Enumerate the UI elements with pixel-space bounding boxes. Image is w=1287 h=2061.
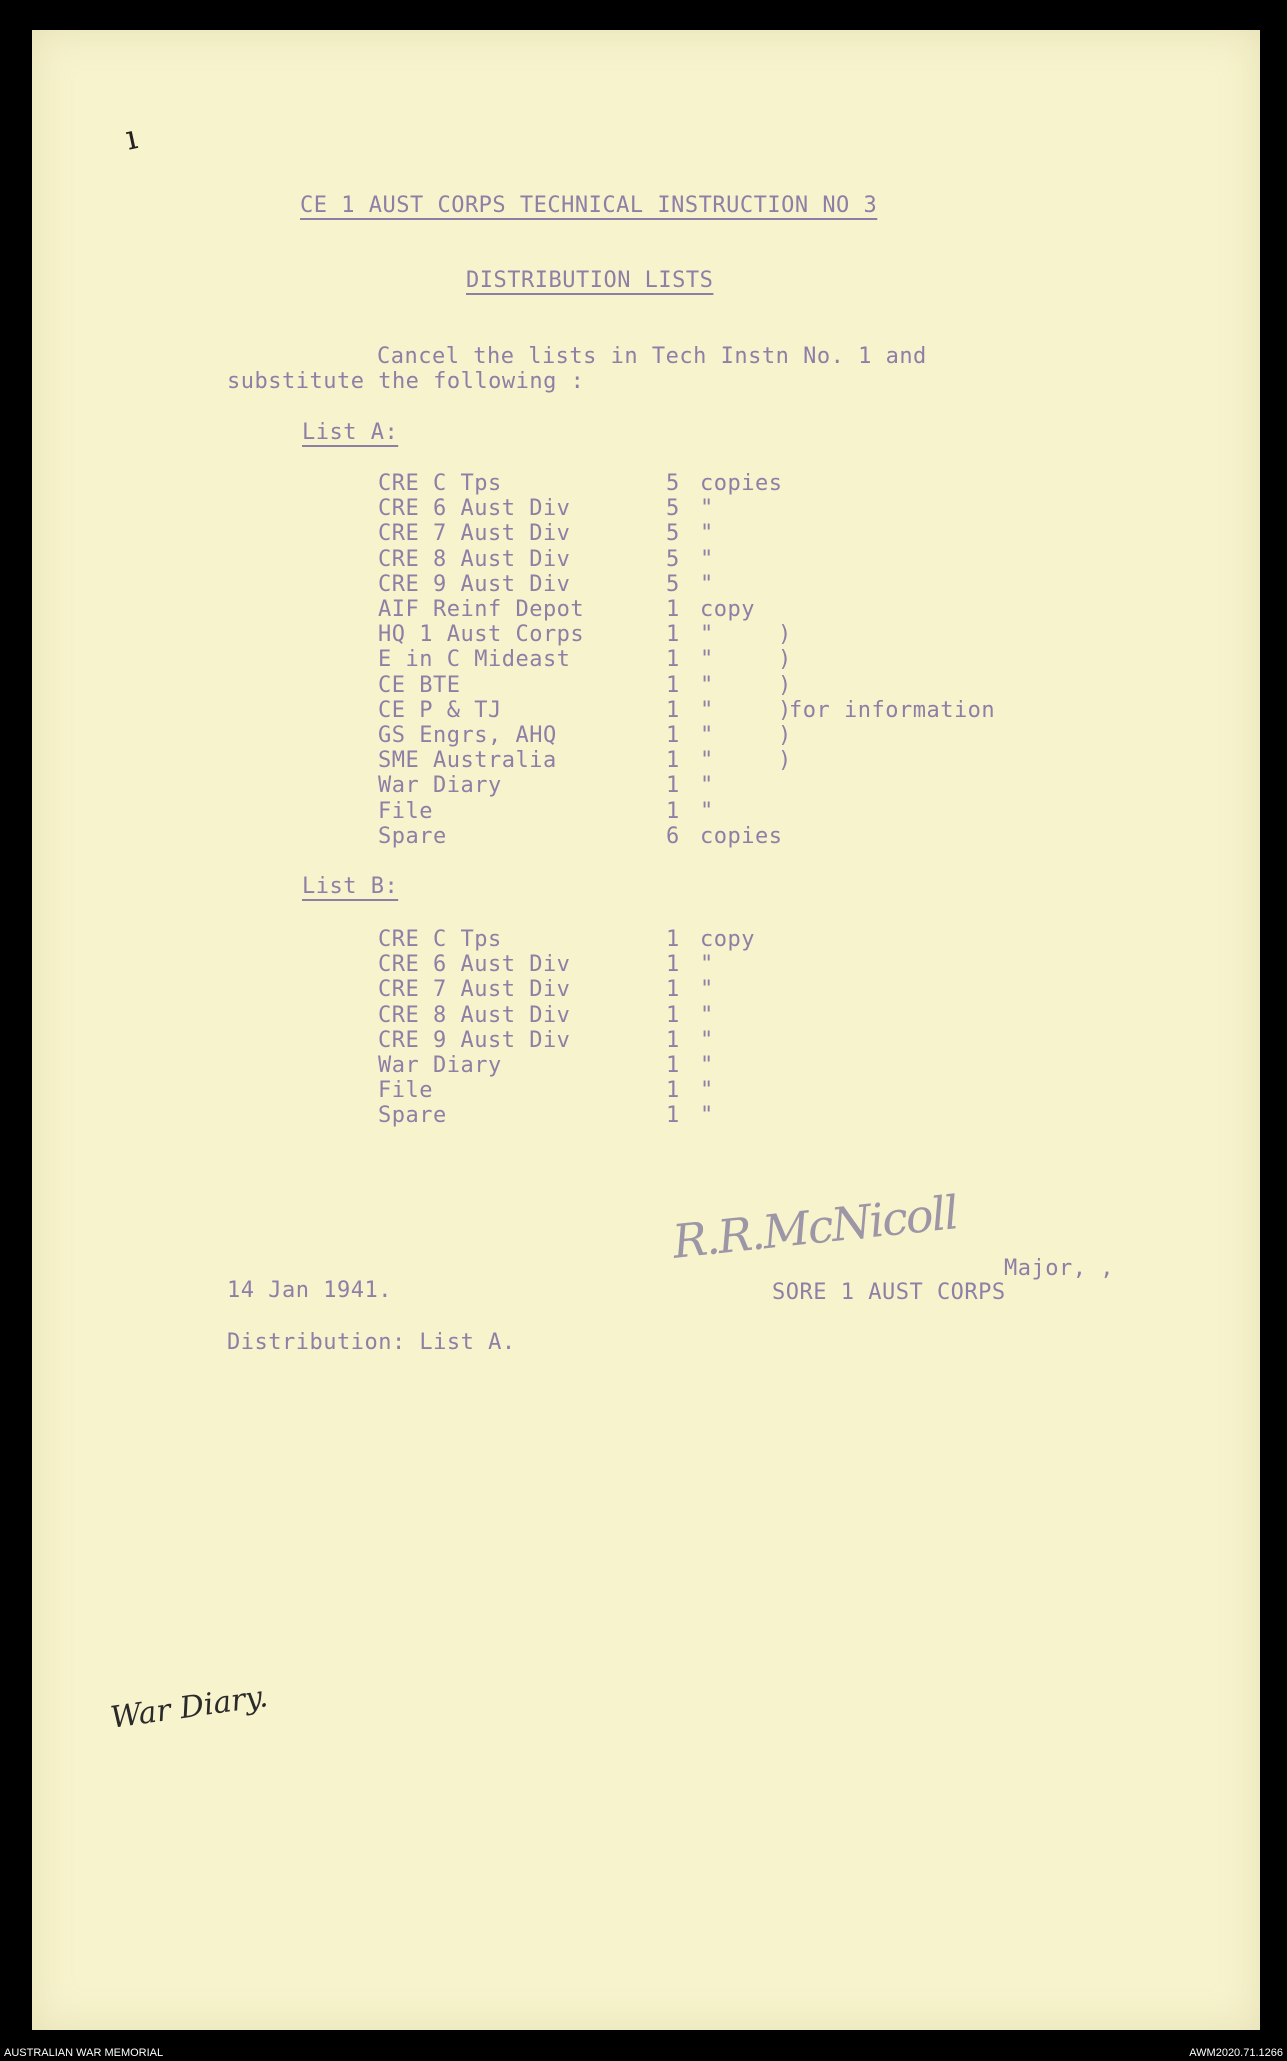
rank: Major, ,	[1004, 1256, 1114, 1281]
intro-line-2: substitute the following :	[227, 369, 585, 394]
list-a-unit: "	[700, 773, 714, 799]
list-a-unit: "	[700, 546, 714, 572]
list-b-unit: "	[700, 1078, 714, 1104]
list-a-unit: "	[700, 748, 714, 774]
list-a-qty: 1	[666, 622, 680, 648]
list-b-qty: 1	[666, 1053, 680, 1078]
document-subtitle: DISTRIBUTION LISTS	[466, 268, 714, 293]
signature: R.R.McNicoll	[669, 1185, 960, 1269]
handwritten-note: War Diary.	[108, 1679, 271, 1736]
list-a-name: CRE 6 Aust Div	[378, 496, 571, 522]
list-a-unit: "	[700, 622, 714, 648]
list-a-name: E in C Mideast	[378, 647, 571, 673]
list-a-unit: copy	[700, 597, 755, 622]
list-a-name: CE P & TJ	[378, 697, 502, 723]
brace-mark: )	[778, 672, 792, 698]
list-b-heading: List B:	[302, 874, 399, 899]
list-a-heading: List A:	[302, 420, 399, 445]
brace-mark: )	[778, 647, 792, 673]
list-a-name: AIF Reinf Depot	[378, 597, 585, 622]
list-b-unit: "	[700, 1103, 714, 1129]
list-a-name: CRE C Tps	[378, 471, 502, 496]
list-b-name: War Diary	[378, 1053, 502, 1078]
list-b-qty: 1	[666, 977, 680, 1003]
footer-accession: AWM2020.71.1266	[1189, 2047, 1283, 2059]
list-a-unit: copies	[700, 823, 783, 849]
footer-institution: AUSTRALIAN WAR MEMORIAL	[4, 2047, 164, 2059]
list-a-unit: "	[700, 496, 714, 522]
document-title: CE 1 AUST CORPS TECHNICAL INSTRUCTION NO 3	[300, 193, 878, 218]
list-a-unit: "	[700, 798, 714, 824]
list-b-qty: 1	[666, 952, 680, 978]
list-a-name: Spare	[378, 823, 447, 849]
list-b-name: CRE 9 Aust Div	[378, 1027, 571, 1053]
list-b-name: File	[378, 1078, 433, 1104]
list-b-qty: 1	[666, 1027, 680, 1053]
list-a-unit: "	[700, 672, 714, 698]
list-a-qty: 5	[666, 496, 680, 522]
list-a-name: GS Engrs, AHQ	[378, 723, 557, 748]
list-a-qty: 1	[666, 597, 680, 622]
list-a-qty: 1	[666, 647, 680, 673]
list-a-unit: "	[700, 647, 714, 673]
list-a-unit: copies	[700, 471, 783, 496]
list-b-name: CRE 7 Aust Div	[378, 977, 571, 1003]
list-a-qty: 1	[666, 697, 680, 723]
list-b-unit: copy	[700, 927, 755, 952]
date: 14 Jan 1941.	[227, 1278, 392, 1303]
list-a-brace-note: for information	[789, 698, 996, 723]
list-b-unit: "	[700, 1053, 714, 1078]
list-a-qty: 1	[666, 798, 680, 824]
list-a-qty: 5	[666, 546, 680, 572]
list-a-unit: "	[700, 723, 714, 748]
list-b-unit: "	[700, 977, 714, 1003]
list-b-qty: 1	[666, 1078, 680, 1104]
intro-line-1: Cancel the lists in Tech Instn No. 1 and	[377, 344, 927, 369]
list-b-unit: "	[700, 1027, 714, 1053]
list-a-name: File	[378, 798, 433, 824]
brace-mark: )	[778, 697, 792, 723]
pencil-mark: ı	[121, 117, 141, 159]
document-page	[32, 30, 1260, 2030]
list-a-name: CE BTE	[378, 672, 461, 698]
brace-mark: )	[778, 748, 792, 774]
list-a-name: CRE 9 Aust Div	[378, 571, 571, 597]
list-a-name: SME Australia	[378, 748, 557, 774]
list-a-qty: 6	[666, 823, 680, 849]
list-a-unit: "	[700, 571, 714, 597]
distribution-line: Distribution: List A.	[227, 1330, 516, 1355]
list-b-qty: 1	[666, 927, 680, 952]
list-b-unit: "	[700, 952, 714, 978]
list-b-qty: 1	[666, 1103, 680, 1129]
list-a-name: War Diary	[378, 773, 502, 799]
list-a-qty: 1	[666, 672, 680, 698]
list-a-qty: 5	[666, 521, 680, 547]
list-b-unit: "	[700, 1002, 714, 1028]
list-b-name: CRE C Tps	[378, 927, 502, 952]
appointment: SORE 1 AUST CORPS	[772, 1280, 1006, 1305]
list-a-unit: "	[700, 697, 714, 723]
list-a-unit: "	[700, 521, 714, 547]
list-a-qty: 1	[666, 773, 680, 799]
list-a-name: CRE 7 Aust Div	[378, 521, 571, 547]
brace-mark: )	[778, 622, 792, 648]
list-a-qty: 1	[666, 748, 680, 774]
list-b-name: CRE 8 Aust Div	[378, 1002, 571, 1028]
brace-mark: )	[778, 723, 792, 748]
list-a-qty: 5	[666, 571, 680, 597]
list-b-qty: 1	[666, 1002, 680, 1028]
list-b-name: Spare	[378, 1103, 447, 1129]
list-a-name: CRE 8 Aust Div	[378, 546, 571, 572]
list-a-qty: 1	[666, 723, 680, 748]
list-a-qty: 5	[666, 471, 680, 496]
list-b-name: CRE 6 Aust Div	[378, 952, 571, 978]
list-a-name: HQ 1 Aust Corps	[378, 622, 585, 648]
